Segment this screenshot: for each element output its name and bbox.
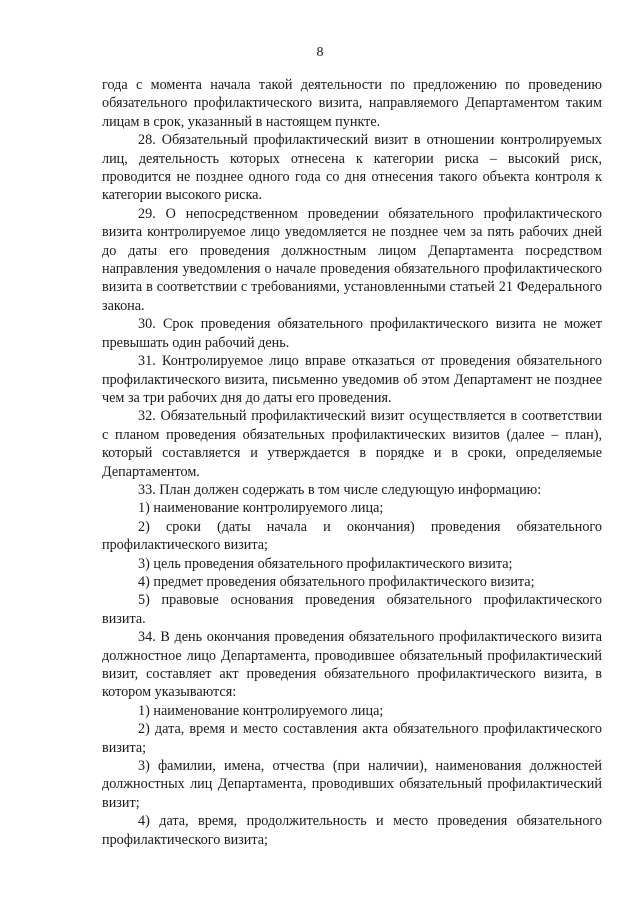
paragraph: 31. Контролируемое лицо вправе отказаться от проведения обязательного профилактического визита, письменно уведомив об этом Департамент не позднее чем за три рабочих дня до даты его проведения. — [102, 353, 602, 406]
page-number: 8 — [316, 45, 324, 60]
list-item: 3) цель проведения обязательного профилактического визита; — [138, 555, 513, 572]
paragraph: 28. Обязательный профилактический визит в отношении контролируемых лиц, деятельность которых отнесена к категории риска – высокий риск, проводится не позднее одного года со дня отнесения такого объекта контроля к категории высокого риска. — [102, 132, 602, 204]
paragraph: 29. О непосредственном проведении обязательного профилактического визита контролируемое лицо уведомляется не позднее чем за пять рабочих дней до даты его проведения должностным лицом Департамента посредством направления уведомления о начале проведения обязательного профилактического визита в соответствии с требованиями, установленными статьей 21 Федерального закона. — [102, 205, 602, 314]
list-item: 4) дата, время, продолжительность и место проведения обязательного профилактического визита; — [102, 813, 602, 848]
paragraph: 30. Срок проведения обязательного профилактического визита не может превышать один рабочий день. — [102, 316, 602, 351]
paragraph: года с момента начала такой деятельности по предложению по проведению обязательного профилактического визита, направляемого Департаментом таким лицам в срок, указанный в настоящем пункте. — [102, 77, 602, 130]
list-item: 1) наименование контролируемого лица; — [138, 702, 384, 719]
list-item: 2) сроки (даты начала и окончания) проведения обязательного профилактического визита; — [102, 518, 602, 554]
list-item: 5) правовые основания проведения обязательного профилактического визита. — [102, 592, 602, 627]
document-body — [102, 76, 602, 849]
list-item: 4) предмет проведения обязательного профилактического визита; — [138, 573, 535, 590]
paragraph: 33. План должен содержать в том числе следующую информацию: — [138, 481, 542, 498]
paragraph: 32. Обязательный профилактический визит осуществляется в соответствии с планом проведения обязательных профилактических визитов (далее – план), который составляется и утверждается в порядке и в сроки, определяемые Департаментом. — [102, 408, 602, 480]
list-item: 1) наименование контролируемого лица; — [138, 500, 384, 517]
list-item: 3) фамилии, имена, отчества (при наличии), наименования должностей должностных лиц Департамента, проводивших обязательный профилактический визит; — [102, 758, 602, 811]
list-item: 2) дата, время и место составления акта обязательного профилактического визита; — [102, 721, 602, 756]
paragraph: 34. В день окончания проведения обязательного профилактического визита должностное лицо Департамента, проводившее обязательный профилактический визит, составляет акт проведения обязательного профилактического визита, в котором указываются: — [102, 629, 602, 701]
